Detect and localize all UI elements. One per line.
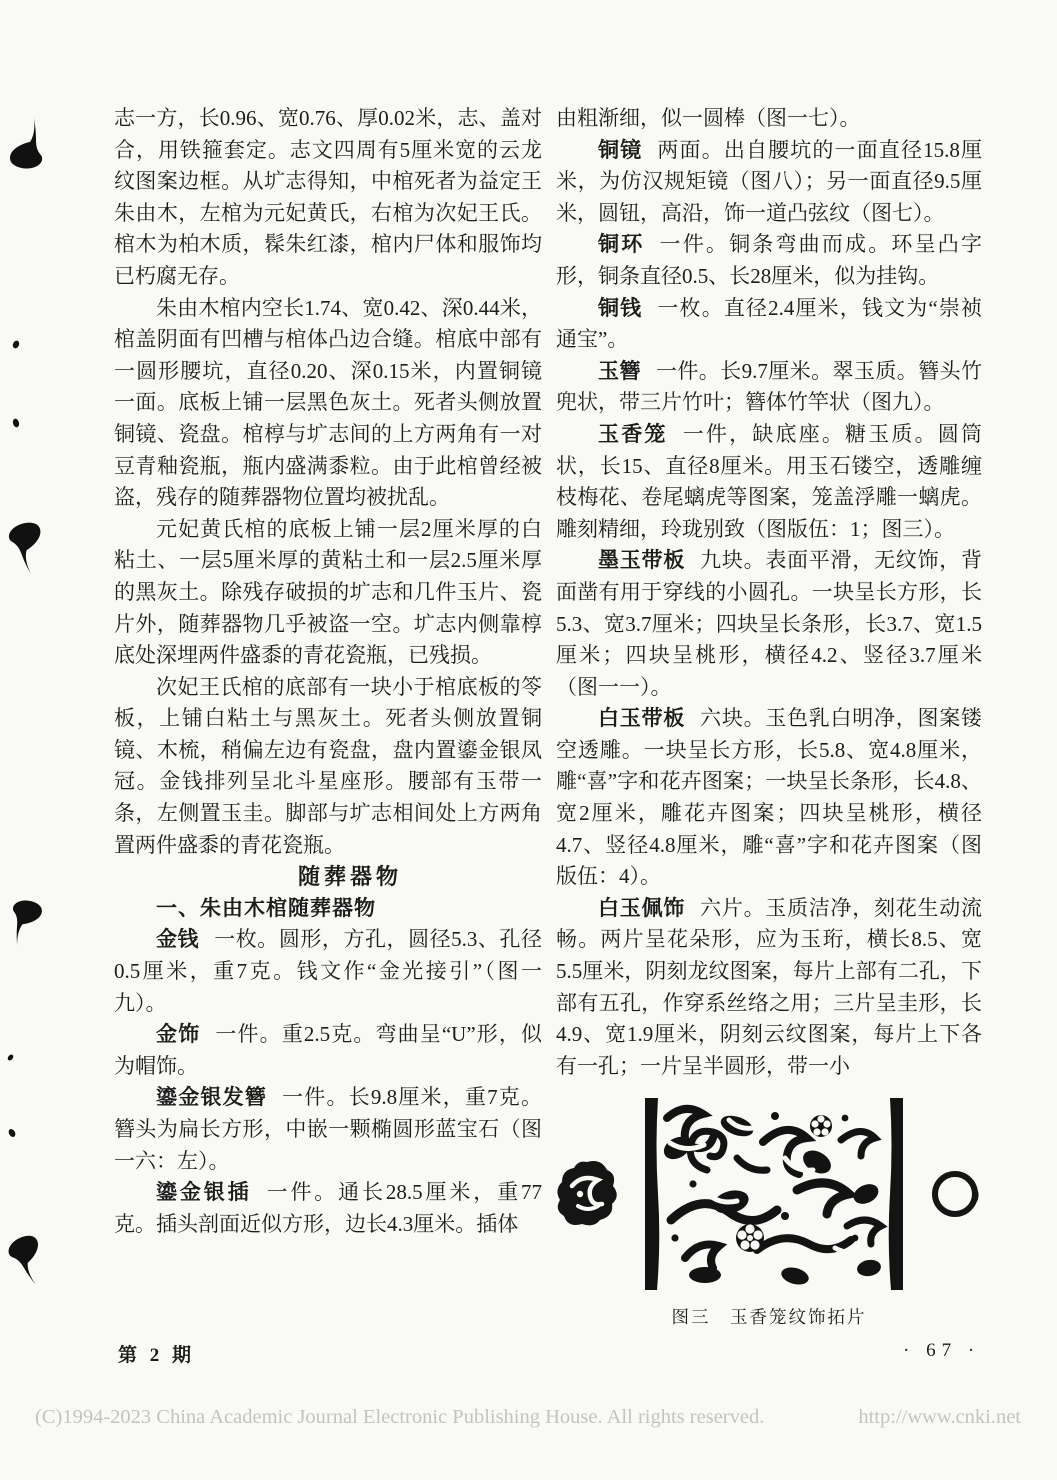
figure-3 — [556, 1098, 982, 1334]
flower-motif — [736, 1224, 764, 1252]
page-number: · 67 · — [903, 1340, 981, 1361]
artifact-description: 一件。重2.5克。弯曲呈“U”形，似为帽饰。 — [114, 1022, 542, 1078]
artifact-term: 金钱 — [156, 927, 200, 952]
artifact-term: 金饰 — [156, 1022, 201, 1047]
artifact-description: 两面。出自腰坑的一面直径15.8厘米，为仿汉规矩镜（图八）；另一面直径9.5厘米，圆钮，高沿，饰一道凸弦纹（图七）。 — [556, 137, 983, 225]
artifact-description: 一件。长9.7厘米。翠玉质。簪头竹兜状，带三片竹叶；簪体竹竿状（图九）。 — [556, 358, 983, 415]
watermark-text: (C)1994-2023 China Academic Journal Electronic Publishing House. All rights reserved. — [35, 1406, 765, 1428]
cnki-watermark — [35, 1406, 1021, 1429]
artifact-description: 九块。表面平滑，无纹饰，背面凿有用于穿线的小圆孔。一块呈长方形，长5.3、宽3.7厘米；四块呈长条形，长3.7、宽1.5厘米；四块呈桃形，横径4.2、竖径3.7厘米（图一一）。 — [556, 548, 983, 699]
right-column — [556, 103, 982, 1334]
artifact-description: 六片。玉质洁净，刻花生动流畅。两片呈花朵形，应为玉珩，横长8.5、宽5.5厘米，阴刻龙纹图案，每片上部有二孔，下部有五孔，作穿系丝络之用；三片呈圭形，长4.9、宽1.9厘米，阴刻云纹图案，每片上下各有一孔；一片呈半圆形，带一小 — [556, 895, 983, 1078]
artifact-item — [556, 545, 982, 703]
artifact-item — [556, 703, 982, 893]
artifact-description: 一件。通长28.5厘米，重77克。插头剖面近似方形，边长4.3厘米。插体 — [114, 1180, 542, 1236]
artifact-item — [114, 924, 542, 1019]
jade-ring-figure — [930, 1168, 982, 1220]
watermark-url: http://www.cnki.net — [858, 1406, 1021, 1428]
artifact-term: 铜镜 — [598, 137, 643, 162]
ink-speck — [12, 418, 20, 428]
ink-speck — [12, 340, 20, 349]
journal-issue-label: 第 2 期 — [118, 1345, 196, 1366]
artifact-item — [556, 229, 982, 292]
artifact-description: 一枚。直径2.4厘米，钱文为“崇祯通宝”。 — [556, 295, 982, 352]
ink-blot — [8, 118, 48, 180]
artifact-item — [556, 356, 982, 419]
artifact-term: 鎏金银发簪 — [156, 1085, 267, 1110]
seal-rubbing-blob — [556, 1158, 618, 1230]
rubbing-artwork — [645, 1098, 903, 1290]
body-paragraph: 由粗渐细，似一圆棒（图一七）。 — [556, 106, 861, 130]
section-heading: 随葬器物 — [297, 864, 402, 890]
flower-motif — [810, 1115, 832, 1137]
artifact-item — [114, 1177, 542, 1240]
ink-speck — [8, 1128, 16, 1138]
artifact-item — [556, 419, 982, 545]
left-column — [114, 103, 542, 1240]
artifact-term: 白玉佩饰 — [598, 895, 685, 920]
artifact-term: 玉簪 — [598, 358, 641, 383]
artifact-description: 一件。长9.8厘米，重7克。簪头为扁长方形，中嵌一颗椭圆形蓝宝石（图一六：左）。 — [114, 1085, 543, 1173]
artifact-term: 鎏金银插 — [156, 1180, 252, 1205]
artifact-item — [556, 293, 982, 356]
body-paragraph: 朱由木棺内空长1.74、宽0.42、深0.44米，棺盖阴面有凹槽与棺体凸边合缝。棺底中部有一圆形腰坑，直径0.20、深0.15米，内置铜镜一面。底板上铺一层黑色灰土。死者头侧放置铜镜、瓷盘。棺椁与圹志间的上方两角有一对豆青釉瓷瓶，瓶内盛满黍粒。由于此棺曾经被盗，残存的随葬器物位置均被扰乱。 — [114, 295, 542, 510]
body-paragraph: 元妃黄氏棺的底板上铺一层2厘米厚的白粘土、一层5厘米厚的黄粘土和一层2.5厘米厚的黑灰土。除残存破损的圹志和几件玉片、瓷片外，随葬器物几乎被盗一空。圹志内侧靠椁底处深埋两件盛黍的青花瓷瓶，已残损。 — [114, 516, 542, 668]
artifact-item — [556, 135, 982, 230]
figure-artwork-row — [556, 1098, 982, 1290]
artifact-item — [114, 1082, 542, 1177]
artifact-term: 白玉带板 — [598, 706, 685, 731]
body-paragraph: 次妃王氏棺的底部有一块小于棺底板的笭板，上铺白粘土与黑灰土。死者头侧放置铜镜、木梳，稍偏左边有瓷盘，盘内置鎏金银凤冠。金钱排列呈北斗星座形。腰部有玉带一条，左侧置玉圭。脚部与圹志相间处上方两角置两件盛黍的青花瓷瓶。 — [114, 674, 542, 857]
artifact-term: 铜环 — [598, 232, 645, 257]
artifact-description: 一件，缺底座。糖玉质。圆筒状，长15、直径8厘米。用玉石镂空，透雕缠枝梅花、卷尾螭虎等图案，笼盖浮雕一螭虎。雕刻精细，玲珑别致（图版伍：1；图三）。 — [556, 421, 982, 541]
artifact-term: 玉香笼 — [598, 421, 668, 446]
artifact-term: 铜钱 — [598, 295, 643, 320]
artifact-term: 墨玉带板 — [598, 548, 685, 573]
artifact-item — [556, 893, 982, 1083]
artifact-description: 一件。铜条弯曲而成。环呈凸字形，铜条直径0.5、长28厘米，似为挂钩。 — [556, 232, 983, 288]
artifact-description: 一枚。圆形，方孔，圆径5.3、孔径0.5厘米，重7克。钱文作“金光接引”（图一九）。 — [114, 927, 543, 1015]
ink-blot — [0, 1220, 58, 1292]
ink-speck — [7, 1053, 14, 1062]
body-paragraph: 志一方，长0.96、宽0.76、厚0.02米，志、盖对合，用铁箍套定。志文四周有5厘米宽的云龙纹图案边框。从圹志得知，中棺死者为益定王朱由木，左棺为元妃黄氏，右棺为次妃王氏。棺木为柏木质，髹朱红漆，棺内尸体和服饰均已朽腐无存。 — [114, 106, 542, 288]
ink-blot — [4, 888, 47, 947]
figure-caption: 图三 玉香笼纹饰拓片 — [671, 1307, 867, 1328]
artifact-item — [114, 1019, 542, 1082]
subsection-heading: 一、朱由木棺随葬器物 — [156, 895, 376, 920]
artifact-description: 六块。玉色乳白明净，图案镂空透雕。一块呈长方形，长5.8、宽4.8厘米，雕“喜”字和花卉图案；一块呈长条形，长4.8、宽2厘米，雕花卉图案；四块呈桃形，横径4.7、竖径4.8厘米，雕“喜”字和花卉图案（图版伍：4）。 — [556, 706, 983, 889]
ink-blot — [0, 507, 55, 579]
